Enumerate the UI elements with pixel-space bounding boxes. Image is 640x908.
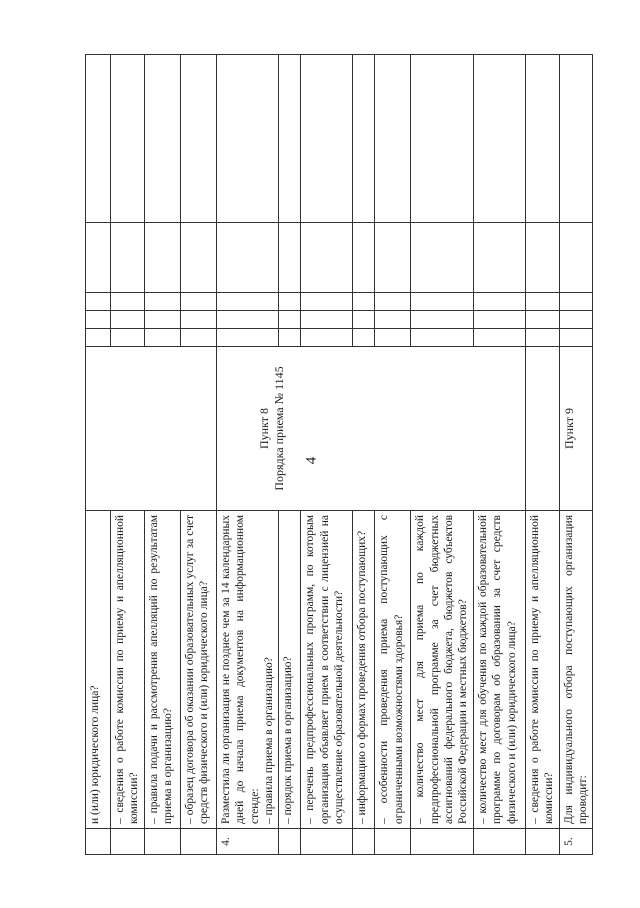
details-cell [525, 223, 559, 293]
notes-cell [279, 55, 301, 223]
details-cell [279, 223, 301, 293]
question-text: – информацию о формах проведения отбора поступающих? [353, 511, 375, 829]
details-cell [216, 223, 279, 293]
answer-no-cell [411, 311, 474, 329]
question-text: – количество мест для обучения по каждой образовательной программе по договорам об образовании за счет средств физического и (или) юридического лица? [473, 511, 525, 829]
answer-no-cell [86, 311, 111, 329]
answer-no-cell [111, 311, 145, 329]
page-number: 4 [303, 456, 320, 465]
answer-yes-cell [473, 329, 525, 347]
table-row [559, 55, 593, 855]
question-text: – порядок приема в организацию? [279, 511, 301, 829]
answer-na-cell [111, 293, 145, 311]
question-text: – правила подачи и рассмотрения апелляций по результатам приема в организацию? [144, 511, 180, 829]
details-cell [301, 223, 353, 293]
details-cell [473, 223, 525, 293]
answer-na-cell [473, 293, 525, 311]
answer-yes-cell [216, 329, 279, 347]
row-number: 4. [216, 829, 279, 855]
question-text: – образец договора об оказании образовательных услуг за счет средств физического и (или) юридического лица? [180, 511, 216, 829]
answer-no-cell [353, 311, 375, 329]
question-text: – сведения о работе комиссии по приему и апелляционной комиссии? [525, 511, 559, 829]
question-text: и (или) юридического лица? [86, 511, 111, 829]
answer-na-cell [301, 293, 353, 311]
answer-na-cell [144, 293, 180, 311]
row-number [111, 829, 145, 855]
details-cell [353, 223, 375, 293]
row-number [279, 829, 301, 855]
answer-no-cell [559, 311, 593, 329]
answer-na-cell [375, 293, 411, 311]
details-cell [180, 223, 216, 293]
row-number [86, 829, 111, 855]
answer-na-cell [353, 293, 375, 311]
notes-cell [411, 55, 474, 223]
details-cell [375, 223, 411, 293]
answer-na-cell [559, 293, 593, 311]
details-cell [144, 223, 180, 293]
legal-reference [525, 347, 559, 511]
notes-cell [144, 55, 180, 223]
checklist-table-area [85, 55, 589, 855]
answer-yes-cell [411, 329, 474, 347]
details-cell [86, 223, 111, 293]
notes-cell [216, 55, 279, 223]
details-cell [559, 223, 593, 293]
table-row [86, 55, 111, 855]
table-row [216, 55, 279, 855]
checklist-table [85, 54, 593, 855]
answer-no-cell [279, 311, 301, 329]
answer-na-cell [411, 293, 474, 311]
answer-no-cell [525, 311, 559, 329]
row-number: 5. [559, 829, 593, 855]
answer-yes-cell [86, 329, 111, 347]
answer-na-cell [86, 293, 111, 311]
question-text: – количество мест для приема по каждой предпрофессиональной программе за счет бюджетных ассигнований федерального бюджета, бюджетов субъектов Российской Федерации и местных бюджетов? [411, 511, 474, 829]
notes-cell [375, 55, 411, 223]
row-number [144, 829, 180, 855]
table-row [525, 55, 559, 855]
legal-reference: Пункт 9 [559, 347, 593, 511]
notes-cell [473, 55, 525, 223]
notes-cell [86, 55, 111, 223]
row-number [180, 829, 216, 855]
answer-na-cell [279, 293, 301, 311]
row-number [375, 829, 411, 855]
answer-no-cell [180, 311, 216, 329]
question-text: Разместила ли организация не позднее чем за 14 календарных дней до начала приема документов на информационном стенде: – правила приема в организацию? [216, 511, 279, 829]
answer-na-cell [525, 293, 559, 311]
answer-yes-cell [180, 329, 216, 347]
row-number [353, 829, 375, 855]
notes-cell [180, 55, 216, 223]
answer-na-cell [216, 293, 279, 311]
question-text: Для индивидуального отбора поступающих организация проводит: [559, 511, 593, 829]
answer-yes-cell [353, 329, 375, 347]
notes-cell [525, 55, 559, 223]
row-number [525, 829, 559, 855]
details-cell [111, 223, 145, 293]
answer-na-cell [180, 293, 216, 311]
answer-no-cell [144, 311, 180, 329]
row-number [301, 829, 353, 855]
answer-yes-cell [375, 329, 411, 347]
answer-yes-cell [525, 329, 559, 347]
question-text: – особенности проведения приема поступающих с ограниченными возможностями здоровья? [375, 511, 411, 829]
question-text: – перечень предпрофессиональных программ, по которым организация объявляет прием в соответствии с лицензией на осуществление образовательной деятельности? [301, 511, 353, 829]
question-text: – сведения о работе комиссии по приему и апелляционной комиссии? [111, 511, 145, 829]
details-cell [411, 223, 474, 293]
rotated-page-content [85, 55, 589, 855]
answer-yes-cell [111, 329, 145, 347]
answer-no-cell [375, 311, 411, 329]
notes-cell [353, 55, 375, 223]
answer-no-cell [216, 311, 279, 329]
legal-reference: Пункт 8 Порядка приема № 1145 [216, 347, 525, 511]
table-body [86, 55, 593, 855]
notes-cell [301, 55, 353, 223]
legal-reference [86, 347, 217, 511]
row-number [473, 829, 525, 855]
notes-cell [559, 55, 593, 223]
answer-yes-cell [144, 329, 180, 347]
answer-yes-cell [279, 329, 301, 347]
answer-yes-cell [301, 329, 353, 347]
notes-cell [111, 55, 145, 223]
answer-no-cell [301, 311, 353, 329]
answer-yes-cell [559, 329, 593, 347]
row-number [411, 829, 474, 855]
answer-no-cell [473, 311, 525, 329]
